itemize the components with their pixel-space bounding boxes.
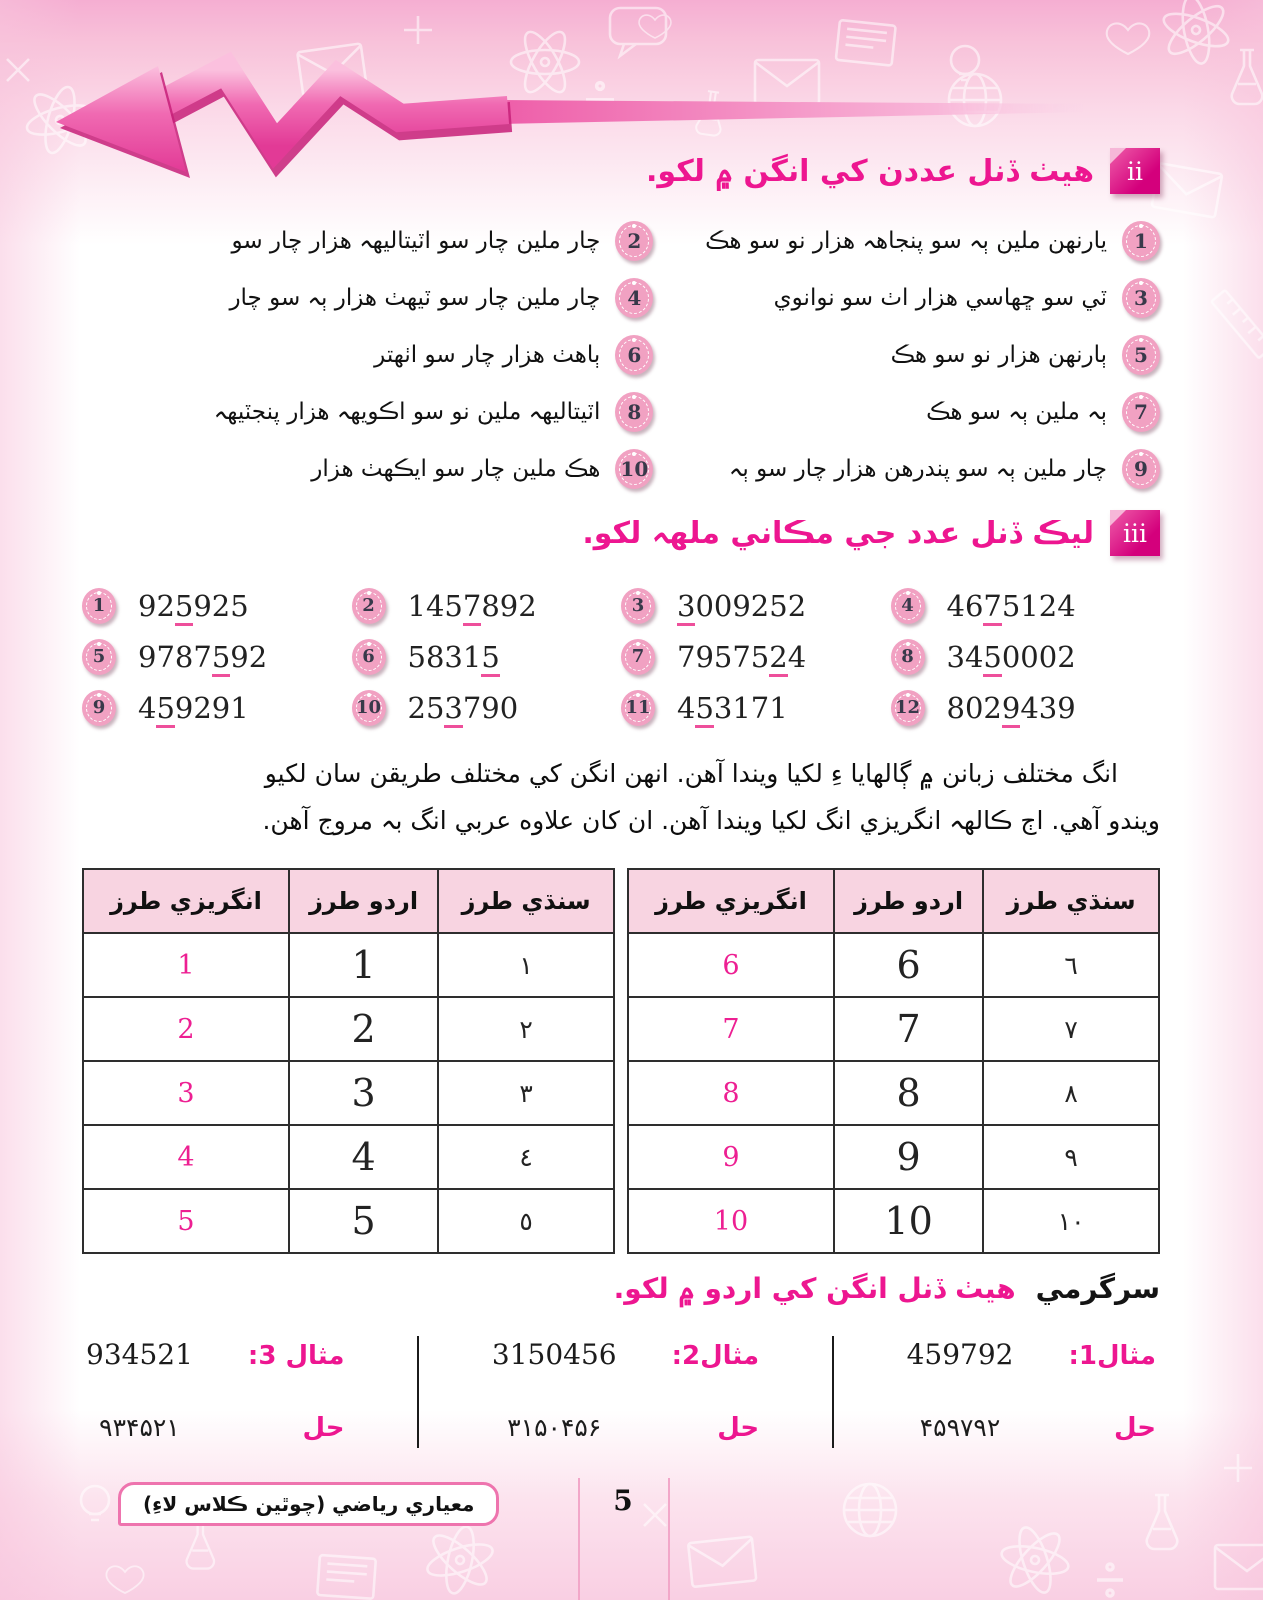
solution-label: حل [302,1413,345,1443]
place-item-10 [352,690,622,726]
sindhi-numeral: ١ [438,933,614,997]
urdu-numeral: 6 [834,933,983,997]
place-item-2 [352,588,622,624]
sindhi-numeral: ٨ [983,1061,1159,1125]
underlined-digit: 5 [212,640,230,677]
number-words-list [82,212,1160,497]
place-item-1 [82,588,352,624]
underlined-digit: 5 [695,691,713,728]
place-item-4 [891,588,1161,624]
page-content [82,0,1160,1600]
solution-value: ۳۱۵۰۴۵۶ [507,1413,602,1442]
word-item-text: هڪ ملين چار سو ايڪهٺ هزار [311,455,601,482]
word-item-7 [653,392,1160,432]
table-row [83,933,614,997]
col-header-sindhi-style: سنڌي طرز [983,869,1159,933]
word-item-text: چار ملين چار سو ٽيهٺ هزار ٻہ سو چار [229,284,601,311]
paragraph-line-1: انگ مختلف زبانن ۾ ڳالهايا ءِ لکيا ويندا آهن. انهن انگن کي مختلف طريقن سان لکيو [264,759,1118,788]
example-label: مثال2: [671,1341,760,1371]
item-number-badge: 8 [891,639,925,675]
sindhi-numeral: ١٠ [983,1189,1159,1253]
table-row [83,1125,614,1189]
numerals-table-6-10 [627,868,1160,1254]
word-item-5 [653,335,1160,375]
example-value: 934521 [86,1338,193,1371]
place-number: 253790 [408,691,519,725]
example-value: 3150456 [491,1338,617,1371]
urdu-numeral: 1 [289,933,438,997]
item-number-badge: 7 [621,639,655,675]
page-number: 5 [613,1484,633,1517]
item-number-badge: 10 [615,449,653,489]
word-item-text: يارنهن ملين ٻہ سو پنجاهہ هزار نو سو هڪ [705,227,1107,254]
urdu-numeral: 2 [289,997,438,1061]
english-numeral: 6 [628,933,834,997]
urdu-numeral: 9 [834,1125,983,1189]
sindhi-numeral: ٦ [983,933,1159,997]
item-number-badge: 1 [82,588,116,624]
activity-label: سرگرمي [1035,1272,1160,1305]
english-numeral: 7 [628,997,834,1061]
solution-value: ۴۵۹۷۹۲ [919,1413,1001,1442]
item-number-badge: 5 [1122,335,1160,375]
item-number-badge: 10 [352,690,386,726]
example-3 [82,1332,348,1443]
urdu-numeral: 5 [289,1189,438,1253]
item-number-badge: 4 [891,588,925,624]
underlined-digit: 5 [175,589,193,626]
right-margin-tint [1183,0,1263,1600]
english-numeral: 3 [83,1061,289,1125]
item-number-badge: 11 [621,690,655,726]
word-item-1 [653,221,1160,261]
word-item-8 [82,392,653,432]
place-item-3 [621,588,891,624]
col-header-english-style: انگريزي طرز [83,869,289,933]
sindhi-numeral: ٣ [438,1061,614,1125]
table-row [628,1061,1159,1125]
item-number-badge: 7 [1122,392,1160,432]
table-header-row [83,869,614,933]
example-1 [903,1332,1160,1443]
place-number: 58315 [408,640,500,674]
word-item-3 [653,278,1160,318]
place-item-7 [621,639,891,675]
place-item-8 [891,639,1161,675]
example-divider [417,1336,419,1448]
sindhi-numeral: ٧ [983,997,1159,1061]
table-row [628,1189,1159,1253]
page-number-rule-left [578,1478,580,1600]
table-row [628,997,1159,1061]
place-number: 7957524 [677,640,806,674]
sindhi-numeral: ٤ [438,1125,614,1189]
sindhi-numeral: ٥ [438,1189,614,1253]
english-numeral: 10 [628,1189,834,1253]
underlined-digit: 5 [983,640,1001,677]
underlined-digit: 5 [481,640,499,677]
word-item-text: چار ملين چار سو اٽيتاليهہ هزار چار سو [231,227,601,254]
item-number-badge: 5 [82,639,116,675]
sindhi-numeral: ٩ [983,1125,1159,1189]
underlined-digit: 3 [677,589,695,626]
section-iii-badge: iii [1110,510,1160,556]
underlined-digit: 5 [156,691,174,728]
urdu-numeral: 4 [289,1125,438,1189]
activity-line [614,1272,1160,1305]
urdu-numeral: 3 [289,1061,438,1125]
place-number: 8029439 [947,691,1076,725]
item-number-badge: 3 [1122,278,1160,318]
underlined-digit: 3 [444,691,462,728]
english-numeral: 8 [628,1061,834,1125]
item-number-badge: 1 [1122,221,1160,261]
urdu-numeral: 7 [834,997,983,1061]
underlined-digit: 7 [983,589,1001,626]
place-item-12 [891,690,1161,726]
place-number: 1457892 [408,589,537,623]
table-row [628,933,1159,997]
place-value-list [82,580,1160,733]
item-number-badge: 3 [621,588,655,624]
section-ii-badge: ii [1110,148,1160,194]
table-row [628,1125,1159,1189]
place-item-6 [352,639,622,675]
english-numeral: 2 [83,997,289,1061]
item-number-badge: 9 [82,690,116,726]
col-header-urdu-style: اردو طرز [289,869,438,933]
item-number-badge: 2 [352,588,386,624]
word-item-text: ٻارنهن هزار نو سو هڪ [890,341,1107,368]
place-number: 3009252 [677,589,806,623]
english-numeral: 9 [628,1125,834,1189]
footer-book-title: معياري رياضي (چوٿين ڪلاس لاءِ) [118,1482,499,1526]
word-item-text: ٻاهٺ هزار چار سو اٺهتر [374,341,601,368]
item-number-badge: 6 [352,639,386,675]
item-number-badge: 12 [891,690,925,726]
item-number-badge: 2 [615,221,653,261]
col-header-sindhi-style: سنڌي طرز [438,869,614,933]
underlined-digit: 7 [463,589,481,626]
english-numeral: 1 [83,933,289,997]
item-number-badge: 8 [615,392,653,432]
place-number: 459291 [138,691,249,725]
place-number: 3450002 [947,640,1076,674]
solution-label: حل [717,1413,760,1443]
word-item-9 [653,449,1160,489]
section-ii-title: هيٺ ڏنل عددن کي انگن ۾ لکو. [646,153,1094,189]
word-item-text: ٽي سو ڇهاسي هزار اٺ سو نوانوي [773,284,1107,311]
place-number: 453171 [677,691,788,725]
word-item-4 [82,278,653,318]
section-iii-title: ليڪ ڏنل عدد جي مڪاني ملهہ لکو. [582,515,1094,551]
numerals-table-1-5 [82,868,615,1254]
place-number: 9787592 [138,640,267,674]
sindhi-numeral: ٢ [438,997,614,1061]
col-header-urdu-style: اردو طرز [834,869,983,933]
example-label: مثال 3: [247,1341,345,1371]
english-numeral: 4 [83,1125,289,1189]
example-2 [488,1332,763,1443]
example-value: 459792 [906,1338,1014,1371]
place-number: 4675124 [947,589,1076,623]
example-divider [832,1336,834,1448]
place-item-11 [621,690,891,726]
urdu-numeral: 8 [834,1061,983,1125]
table-header-row [628,869,1159,933]
paragraph-line-2: ويندو آهي. اڄ ڪالهہ انگريزي انگ لکيا ويندا آهن. ان کان علاوه عربي انگ بہ مروج آهن. [262,806,1160,835]
intro-paragraph [82,750,1160,844]
item-number-badge: 6 [615,335,653,375]
word-item-text: چار ملين ٻہ سو پندرهن هزار چار سو ٻہ [728,455,1107,482]
word-item-6 [82,335,653,375]
numeral-tables [82,868,1160,1254]
underlined-digit: 2 [769,640,787,677]
item-number-badge: 9 [1122,449,1160,489]
underlined-digit: 9 [1002,691,1020,728]
english-numeral: 5 [83,1189,289,1253]
activity-instruction: هيٺ ڏنل انگن کي اردو ۾ لکو. [613,1272,1016,1305]
word-item-text: ٻہ ملين ٻہ سو هڪ [926,398,1107,425]
item-number-badge: 4 [615,278,653,318]
section-ii-header [646,148,1160,194]
examples-block [82,1332,1160,1448]
urdu-numeral: 10 [834,1189,983,1253]
table-row [83,1189,614,1253]
word-item-2 [82,221,653,261]
page-number-rule-right [668,1478,670,1600]
word-item-10 [82,449,653,489]
col-header-english-style: انگريزي طرز [628,869,834,933]
place-number: 925925 [138,589,249,623]
word-item-text: اٽيتاليهہ ملين نو سو اڪويهہ هزار پنجٽيهہ [213,398,601,425]
section-iii-header [582,510,1160,556]
solution-value: ۹۳۴۵۲۱ [99,1413,180,1442]
place-item-9 [82,690,352,726]
place-item-5 [82,639,352,675]
table-row [83,1061,614,1125]
table-row [83,997,614,1061]
solution-label: حل [1114,1413,1156,1443]
example-label: مثال1: [1068,1341,1156,1371]
left-margin-tint [0,0,80,1600]
